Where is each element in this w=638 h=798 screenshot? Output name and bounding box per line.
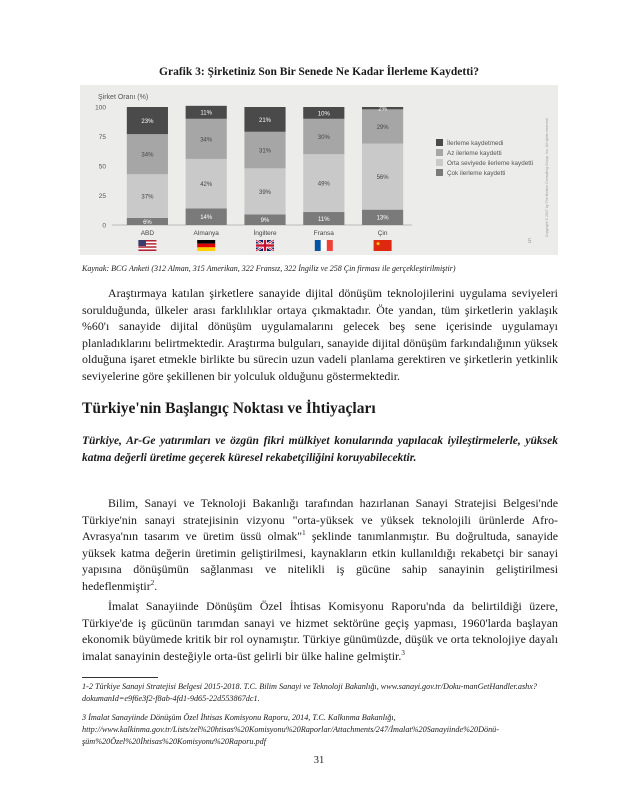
paragraph-2-text-b: şeklinde tanımlanmıştır. Bu doğrultuda, sanayide yüksek katma değerin üretimin geliştirilmesi, kaynakların etkin kullanıldığı rekabetçi bir sanayi yapısına dönüşümün sağlanması ve nitelikli iş gücüne sahip sanayinin geliştirilmesi hedeflenmiştir [82,529,559,593]
germany-flag-icon [197,247,215,251]
china-flag-icon: ★ [375,240,381,248]
y-tick-label: 75 [98,134,106,141]
data-label: 9% [260,218,270,225]
x-tick-label: ABD [140,230,155,237]
lead-paragraph: Türkiye, Ar-Ge yatırımları ve özgün fikri mülkiyet konularında yapılacak iyileştirmelerle, yüksek katma değerli üretime geçerek küresel rekabetçiliğini koruyabilecektir. [82,435,558,464]
x-tick-label: Fransa [313,230,334,237]
footnote-ref-1: 1 [302,529,306,538]
paragraph-1: Araştırmaya katılan şirketlere sanayide dijital dönüşüm teknolojilerini uygulama seviyeleri sorulduğunda, ülkeler arası farklılıklar ortaya çıkmaktadır. Öte yandan, tüm şirketlerin yaklaşık %60'ı sanayide dijital dönüşüm uygulamalarını gelecek beş sene içerisinde uygulamayı planladıklarını belirtmektedir. Araştırma bulguları, sanayide dijital dönüşüm farkındalığının yüksek olduğuna işaret etmekle birlikte bu sürecin uzun vadeli planlama gerektiren ve şirketlerin yetkinlik seviyelerine göre şekillenen bir yolculuk olduğunu göstermektedir. [82,286,558,383]
footnote-divider [82,677,158,678]
data-label: 21% [258,117,272,124]
germany-flag-icon [197,244,215,248]
uk-flag-icon [256,244,274,246]
section-heading: Türkiye'nin Başlangıç Noktası ve İhtiyaçları [82,400,376,417]
france-flag-icon [327,240,333,251]
stacked-bar-chart [80,85,558,255]
data-label: 39% [258,189,272,196]
data-label: 56% [376,175,389,182]
data-label: 6% [143,219,152,226]
data-label: 11% [318,216,330,223]
paragraph-2 [82,495,558,594]
legend-swatch [436,169,443,176]
us-flag-icon [138,248,156,250]
france-flag-icon [315,240,321,251]
data-label: 10% [317,111,330,118]
copyright-note: Copyright © 2017 by The Boston Consulting Group, Inc. All rights reserved. [545,117,549,237]
data-label: 49% [317,181,330,188]
data-label: 31% [258,148,272,155]
legend-label: Orta seviyede ilerleme kaydetti [447,160,534,167]
paragraph-2-text-c: . [154,578,158,593]
legend-swatch [436,159,443,166]
legend-label: Az ilerleme kaydetti [447,150,502,157]
footnote-2: 3 İmalat Sanayiinde Dönüşüm Özel İhtisas Komisyonu Raporu, 2014, T.C. Kalkınma Bakanlığı, http://www.kalkinma.gov.tr/Lists/zel%20htisas%20Komisyonu%20Raporlar/Attachments/247/İmalat%20Sanayiinde%20Dönü-şüm%20Özel%20İhtisas%20Komisyonu%20Raporu.pdf [82,713,500,746]
footnote-1: 1-2 Türkiye Sanayi Stratejisi Belgesi 2015-2018. T.C. Bilim Sanayi ve Teknoloji Bakanlığı, www.sanayi.gov.tr/Doku-manGetHandler.ashx?dokumanId=e9f6e3f2-f8ab-4fd1-9d65-22d553867dc1. [82,682,537,703]
y-tick-label: 25 [98,193,106,200]
footnote-ref-3: 3 [401,648,405,657]
germany-flag-icon [197,240,215,244]
data-label: 13% [376,215,389,222]
data-label: 14% [200,215,213,222]
panel-number: 5 [528,239,532,245]
legend-label: Çok ilerleme kaydetti [447,170,506,177]
x-tick-label: İngiltere [253,230,277,237]
chart-source-caption: Kaynak: BCG Anketi (312 Alman, 315 Amerikan, 322 Fransız, 322 İngiliz ve 258 Çin firması ile gerçekleştirilmiştir) [82,264,456,273]
us-flag-icon [138,246,156,248]
data-label: 42% [200,182,213,189]
legend-label: İlerleme kaydetmedi [447,140,504,147]
page-number: 31 [313,755,325,766]
x-tick-label: Almanya [193,230,219,237]
y-axis-title: Şirket Oranı (%) [98,94,149,101]
paragraph-2-text-a: Bilim, Sanayi ve Teknoloji Bakanlığı tarafından hazırlanan Sanayi Stratejisi Belgesi'nde Türkiye'nin sanayi stratejisinin vizyonu "orta-yüksek ve yüksek teknolojili ürünlerde Afro-Avrasya'nın tasarım ve üretim üssü olmak" [82,496,558,543]
data-label: 23% [141,118,154,125]
us-flag-icon [138,240,146,246]
chart-title: Grafik 3: Şirketiniz Son Bir Senede Ne Kadar İlerleme Kaydetti? [159,66,479,78]
paragraph-3-text: İmalat Sanayiinde Dönüşüm Özel İhtisas Komisyonu Raporu'nda da belirtildiği üzere, Türkiye'de iş gücünün tarımdan sanayi ve hizmet sektörüne geçiş yapması, 1960'larda başlayan ekonomik büyümede kritik bir rol oynamıştır. Türkiye günümüzde, düşük ve orta teknolojiye dayalı imalat sanayinin desteğiyle orta-üst gelirli bir ülke haline gelmiştir. [82,599,558,663]
france-flag-icon [321,240,327,251]
paragraph-3 [82,598,558,664]
legend-swatch [436,139,443,146]
data-label: 34% [141,152,154,159]
legend-swatch [436,149,443,156]
data-label: 34% [200,137,213,144]
y-tick-label: 100 [95,104,106,112]
y-tick-label: 50 [98,163,106,171]
data-label: 30% [317,134,330,141]
data-label: 2% [378,106,387,113]
data-label: 11% [200,110,212,117]
chart-panel [80,85,558,255]
footnote-ref-2: 2 [150,578,155,587]
data-label: 37% [141,194,154,201]
y-tick-label: 0 [102,222,106,230]
x-tick-label: Çin [377,230,388,237]
us-flag-icon [138,249,156,251]
data-label: 29% [376,124,389,131]
